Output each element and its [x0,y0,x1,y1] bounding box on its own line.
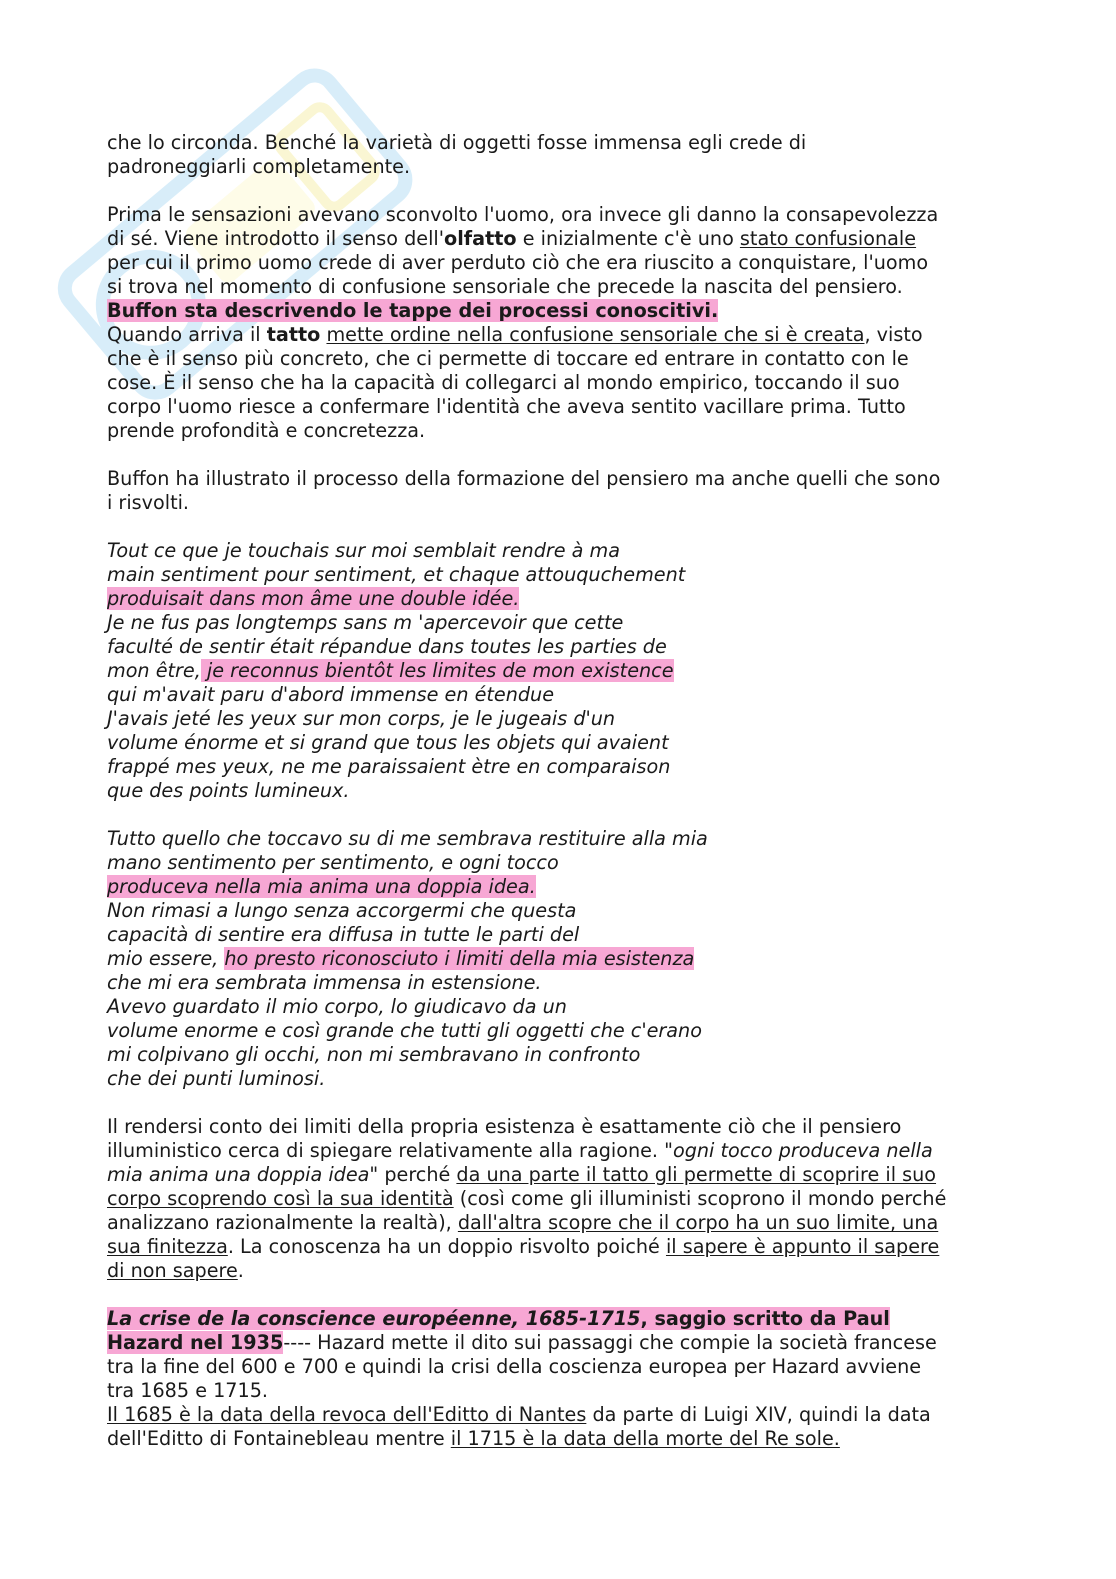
underlined-ordine: mette ordine nella confusione sensoriale che si è creata [326,323,865,346]
highlight-buffon-thesis: Buffon sta descrivendo le tappe dei processi conoscitivi. [107,299,719,322]
paragraph-risvolti: Buffon ha illustrato il processo della formazione del pensiero ma anche quelli che sono i risvolti. [107,467,941,514]
quote-french: Tout ce que je touchais sur moi semblait rendre à ma main sentiment pour sentiment, et chaque attouquchement produisait dans mon âme une double idée. Je ne fus pas longtemps sans m 'apercevoir que cette faculté de sentir était répandue dans toutes les parties de mon être, je reconnus bientôt les limites de mon existence qui m'avait paru d'abord immense en étendue J'avais jeté les yeux sur mon corps, je le jugeais d'un volume énorme et si grand que tous les objets qui avaient frappé mes yeux, ne me paraissaient ètre en comparaison que des points lumineux. [107,539,686,802]
underlined-editto-nantes: Il 1685 è la data della revoca dell'Editto di Nantes [107,1403,587,1426]
paragraph-senses: Prima le sensazioni avevano sconvolto l'uomo, ora invece gli danno la consapevolezza di sé. Viene introdotto il senso dell'olfatto e inizialmente c'è uno stato confusionale per cui il primo uomo crede di aver perduto ciò che era riuscito a conquistare, l'uomo si trova nel momento di confusione sensoriale che precede la nascita del pensiero. Buffon sta descrivendo le tappe dei processi conoscitivi. Quando arriva il tatto mette ordine nella confusione sensoriale che si è creata, visto che è il senso più concreto, che ci permette di toccare ed entrare in contatto con le cose. È il senso che ha la capacità di collegarci al mondo empirico, toccando il suo corpo l'uomo riesce a confermare l'identità che aveva sentito vacillare prima. Tutto prende profondità e concretezza. [107,203,939,442]
underlined-re-sole: il 1715 è la data della morte del Re sole. [450,1427,840,1450]
quote-italian: Tutto quello che toccavo su di me sembrava restituire alla mia mano sentimento per sentimento, e ogni tocco produceva nella mia anima una doppia idea. Non rimasi a lungo senza accorgermi che questa capacità di sentire era diffusa in tutte le parti del mio essere, ho presto riconosciuto i limiti della mia esistenza che mi era sembrata immensa in estensione. Avevo guardato il mio corpo, lo giudicavo da un volume enorme e così grande che tutti gli oggetti che c'erano mi colpivano gli occhi, non mi sembravano in confronto che dei punti luminosi. [107,827,708,1090]
paragraph-hazard: La crise de la conscience européenne, 1685-1715, saggio scritto da Paul Hazard nel 1935---- Hazard mette il dito sui passaggi che compie la società francese tra la fine del 600 e 700 e quindi la crisi della coscienza europea per Hazard avviene tra 1685 e 1715. Il 1685 è la data della revoca dell'Editto di Nantes da parte di Luigi XIV, quindi la data dell'Editto di Fontainebleau mentre il 1715 è la data della morte del Re sole. [107,1307,937,1450]
term-tatto: tatto [266,323,321,346]
underlined-sapere: il sapere è appunto il sapere [665,1235,940,1258]
highlight-double-idee: produisait dans mon âme une double idée. [107,587,520,610]
underlined-stato-confusionale: stato confusionale [739,227,917,250]
term-olfatto: olfatto [444,227,517,250]
highlight-hazard-title: La crise de la conscience européenne, 1685-1715 [107,1307,641,1330]
highlight-limites: je reconnus bientôt les limites de mon existence [200,659,674,682]
paragraph-illuminismo: Il rendersi conto dei limiti della propria esistenza è esattamente ciò che il pensiero illuministico cerca di spiegare relativamente alla ragione. "ogni tocco produceva nella mia anima una doppia idea" perché da una parte il tatto gli permette di scoprire il suo corpo scoprendo così la sua identità (così come gli illuministi scoprono il mondo perché analizzano razionalmente la realtà), dall'altra scopre che il corpo ha un suo limite, una sua finitezza. La conoscenza ha un doppio risvolto poiché il sapere è appunto il sapere di non sapere. [107,1115,947,1282]
highlight-limiti: ho presto riconosciuto i limiti della mia esistenza [224,947,695,970]
highlight-doppia-idea: produceva nella mia anima una doppia idea. [107,875,536,898]
document-page [107,131,1012,1475]
underlined-da-una-parte: da una parte il tatto gli permette di scoprire il suo [456,1163,937,1186]
paragraph-intro: che lo circonda. Benché la varietà di oggetti fosse immensa egli crede di padroneggiarli completamente. [107,131,807,178]
underlined-dall-altra: dall'altra scopre che il corpo ha un suo limite, una [457,1211,939,1234]
